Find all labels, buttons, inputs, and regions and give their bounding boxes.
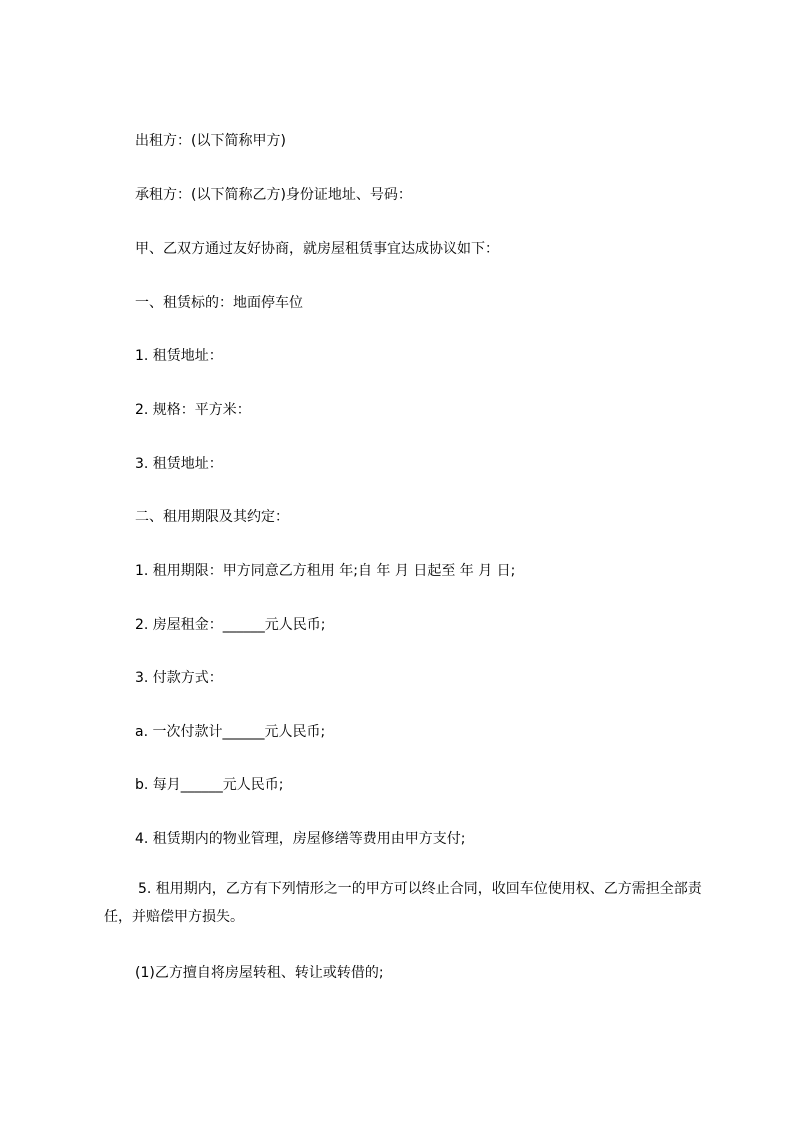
item-2-1: 1. 租用期限：甲方同意乙方租用 年;自 年 月 日起至 年 月 日; [135,563,516,579]
item-1-1: 1. 租赁地址： [135,348,223,364]
item-2-3-b: b. 每月______元人民币; [135,777,284,793]
lessee-line: 承租方：(以下简称乙方)身份证地址、号码： [135,187,412,203]
lessor-line: 出租方：(以下简称甲方) [135,133,286,149]
item-2-4: 4. 租赁期内的物业管理，房屋修缮等费用由甲方支付; [135,831,466,847]
item-2-5: 5. 租用期内，乙方有下列情形之一的甲方可以终止合同，收回车位使用权、乙方需担全部责任，并赔偿甲方损失。 [104,881,702,925]
item-2-3: 3. 付款方式： [135,670,223,686]
item-2-3-a: a. 一次付款计______元人民币; [135,724,326,740]
section-2-heading: 二、租用期限及其约定： [135,509,289,525]
item-1-2: 2. 规格：平方米： [135,402,251,418]
item-2-5-1: (1)乙方擅自将房屋转租、转让或转借的; [135,965,384,981]
agreement-intro: 甲、乙双方通过友好协商，就房屋租赁事宜达成协议如下： [135,241,499,257]
item-2-2: 2. 房屋租金：______元人民币; [135,617,326,633]
section-1-heading: 一、租赁标的：地面停车位 [135,295,303,311]
item-1-3: 3. 租赁地址： [135,456,223,472]
